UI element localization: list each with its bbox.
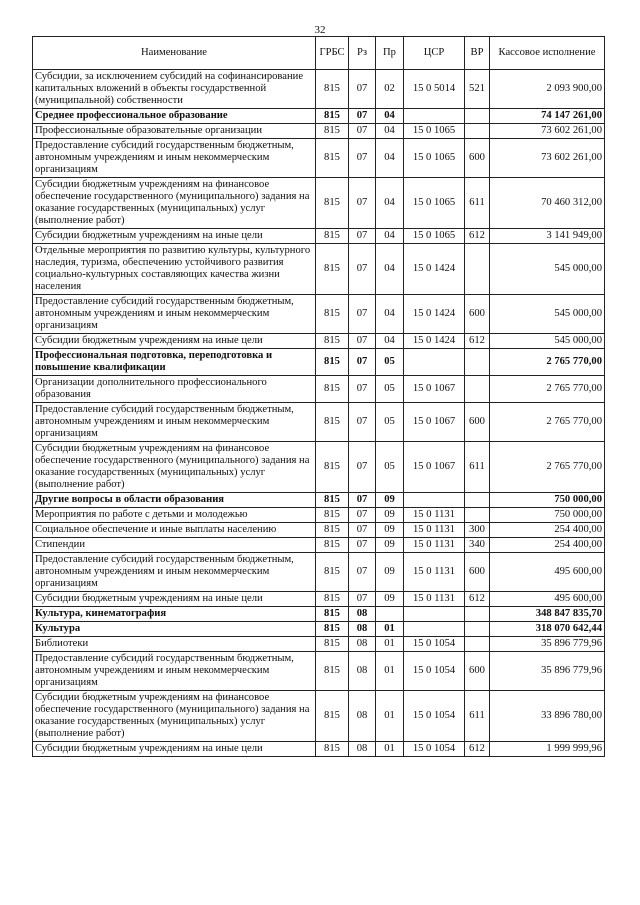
cell-pr: 04 — [376, 109, 404, 124]
cell-grbs: 815 — [316, 295, 349, 334]
cell-name: Культура — [33, 622, 316, 637]
table-row — [33, 244, 605, 295]
cell-grbs: 815 — [316, 178, 349, 229]
cell-pr: 09 — [376, 523, 404, 538]
cell-csr: 15 0 5014 — [404, 70, 465, 109]
cell-amount: 495 600,00 — [490, 592, 605, 607]
table-body — [33, 70, 605, 757]
cell-csr: 15 0 1067 — [404, 442, 465, 493]
cell-pr: 04 — [376, 229, 404, 244]
table-row — [33, 229, 605, 244]
cell-vr: 300 — [465, 523, 490, 538]
table-row — [33, 691, 605, 742]
cell-name: Предоставление субсидий государственным бюджетным, автономным учреждениям и иным некоммерческим организациям — [33, 553, 316, 592]
cell-vr: 612 — [465, 742, 490, 757]
cell-vr: 612 — [465, 229, 490, 244]
cell-name: Субсидии бюджетным учреждениям на финансовое обеспечение государственного (муниципального) задания на оказание государственных (муниципальных) услуг (выполнение работ) — [33, 442, 316, 493]
cell-grbs: 815 — [316, 442, 349, 493]
table-row — [33, 334, 605, 349]
cell-rz: 07 — [349, 553, 376, 592]
cell-pr: 01 — [376, 742, 404, 757]
cell-rz: 07 — [349, 493, 376, 508]
cell-grbs: 815 — [316, 592, 349, 607]
cell-name: Субсидии бюджетным учреждениям на иные цели — [33, 742, 316, 757]
cell-pr: 01 — [376, 652, 404, 691]
cell-pr: 04 — [376, 244, 404, 295]
cell-vr: 611 — [465, 691, 490, 742]
budget-table — [32, 36, 605, 757]
table-row — [33, 178, 605, 229]
cell-amount: 33 896 780,00 — [490, 691, 605, 742]
cell-name: Среднее профессиональное образование — [33, 109, 316, 124]
cell-csr: 15 0 1065 — [404, 124, 465, 139]
cell-name: Мероприятия по работе с детьми и молодежью — [33, 508, 316, 523]
cell-grbs: 815 — [316, 607, 349, 622]
cell-csr — [404, 493, 465, 508]
cell-csr: 15 0 1424 — [404, 334, 465, 349]
table-row — [33, 553, 605, 592]
cell-pr: 05 — [376, 442, 404, 493]
table-row — [33, 442, 605, 493]
cell-name: Субсидии бюджетным учреждениям на иные цели — [33, 229, 316, 244]
header-rz: Рз — [349, 37, 376, 70]
cell-name: Предоставление субсидий государственным бюджетным, автономным учреждениям и иным некоммерческим организациям — [33, 295, 316, 334]
table-row — [33, 124, 605, 139]
cell-amount: 254 400,00 — [490, 523, 605, 538]
cell-name: Субсидии бюджетным учреждениям на иные цели — [33, 334, 316, 349]
cell-pr: 04 — [376, 139, 404, 178]
cell-csr: 15 0 1054 — [404, 637, 465, 652]
header-csr: ЦСР — [404, 37, 465, 70]
cell-name: Отдельные мероприятия по развитию культуры, культурного наследия, туризма, обеспечению устойчивого развития социально-культурных составляющих качества жизни населения — [33, 244, 316, 295]
cell-name: Организации дополнительного профессионального образования — [33, 376, 316, 403]
cell-amount: 35 896 779,96 — [490, 652, 605, 691]
cell-amount: 495 600,00 — [490, 553, 605, 592]
cell-name: Субсидии бюджетным учреждениям на иные цели — [33, 592, 316, 607]
cell-amount: 750 000,00 — [490, 493, 605, 508]
cell-pr: 09 — [376, 553, 404, 592]
table-row — [33, 139, 605, 178]
table-row — [33, 508, 605, 523]
cell-pr: 04 — [376, 295, 404, 334]
cell-rz: 07 — [349, 508, 376, 523]
cell-amount: 3 141 949,00 — [490, 229, 605, 244]
cell-amount: 348 847 835,70 — [490, 607, 605, 622]
cell-grbs: 815 — [316, 139, 349, 178]
cell-grbs: 815 — [316, 553, 349, 592]
cell-pr: 09 — [376, 592, 404, 607]
cell-grbs: 815 — [316, 508, 349, 523]
cell-vr: 600 — [465, 139, 490, 178]
cell-rz: 07 — [349, 442, 376, 493]
cell-grbs: 815 — [316, 124, 349, 139]
header-grbs: ГРБС — [316, 37, 349, 70]
table-row — [33, 376, 605, 403]
cell-csr: 15 0 1054 — [404, 742, 465, 757]
table-row — [33, 349, 605, 376]
cell-amount: 318 070 642,44 — [490, 622, 605, 637]
cell-rz: 07 — [349, 592, 376, 607]
cell-pr — [376, 607, 404, 622]
cell-rz: 07 — [349, 538, 376, 553]
cell-rz: 07 — [349, 70, 376, 109]
cell-vr — [465, 376, 490, 403]
cell-name: Предоставление субсидий государственным бюджетным, автономным учреждениям и иным некоммерческим организациям — [33, 139, 316, 178]
cell-amount: 545 000,00 — [490, 334, 605, 349]
cell-vr — [465, 124, 490, 139]
cell-name: Библиотеки — [33, 637, 316, 652]
cell-grbs: 815 — [316, 334, 349, 349]
cell-csr: 15 0 1131 — [404, 538, 465, 553]
cell-vr: 521 — [465, 70, 490, 109]
cell-rz: 07 — [349, 139, 376, 178]
cell-amount: 2 765 770,00 — [490, 349, 605, 376]
cell-rz: 08 — [349, 652, 376, 691]
cell-grbs: 815 — [316, 538, 349, 553]
table-row — [33, 652, 605, 691]
cell-csr: 15 0 1067 — [404, 376, 465, 403]
cell-rz: 07 — [349, 376, 376, 403]
cell-csr: 15 0 1424 — [404, 295, 465, 334]
cell-rz: 07 — [349, 109, 376, 124]
cell-grbs: 815 — [316, 229, 349, 244]
cell-csr: 15 0 1065 — [404, 139, 465, 178]
cell-csr: 15 0 1067 — [404, 403, 465, 442]
cell-rz: 07 — [349, 178, 376, 229]
cell-name: Субсидии, за исключением субсидий на софинансирование капитальных вложений в объекты государственной (муниципальной) собственности — [33, 70, 316, 109]
cell-name: Предоставление субсидий государственным бюджетным, автономным учреждениям и иным некоммерческим организациям — [33, 403, 316, 442]
cell-amount: 2 765 770,00 — [490, 376, 605, 403]
cell-pr: 01 — [376, 622, 404, 637]
cell-name: Социальное обеспечение и иные выплаты населению — [33, 523, 316, 538]
cell-grbs: 815 — [316, 493, 349, 508]
cell-rz: 07 — [349, 124, 376, 139]
cell-pr: 05 — [376, 376, 404, 403]
table-row — [33, 523, 605, 538]
cell-pr: 09 — [376, 538, 404, 553]
cell-grbs: 815 — [316, 637, 349, 652]
table-row — [33, 622, 605, 637]
cell-csr — [404, 109, 465, 124]
cell-grbs: 815 — [316, 349, 349, 376]
cell-pr: 01 — [376, 691, 404, 742]
cell-amount: 74 147 261,00 — [490, 109, 605, 124]
cell-rz: 07 — [349, 295, 376, 334]
table-row — [33, 538, 605, 553]
cell-vr — [465, 349, 490, 376]
page-number: 32 — [314, 24, 326, 36]
cell-csr: 15 0 1054 — [404, 691, 465, 742]
cell-vr — [465, 508, 490, 523]
cell-grbs: 815 — [316, 403, 349, 442]
cell-amount: 70 460 312,00 — [490, 178, 605, 229]
cell-csr: 15 0 1065 — [404, 229, 465, 244]
cell-pr: 04 — [376, 334, 404, 349]
cell-pr: 04 — [376, 124, 404, 139]
cell-csr — [404, 622, 465, 637]
cell-amount: 545 000,00 — [490, 244, 605, 295]
cell-grbs: 815 — [316, 376, 349, 403]
cell-name: Культура, кинематография — [33, 607, 316, 622]
cell-amount: 2 093 900,00 — [490, 70, 605, 109]
table-header-row — [33, 37, 605, 70]
cell-csr: 15 0 1065 — [404, 178, 465, 229]
cell-grbs: 815 — [316, 70, 349, 109]
cell-pr: 09 — [376, 493, 404, 508]
cell-rz: 07 — [349, 523, 376, 538]
cell-pr: 01 — [376, 637, 404, 652]
cell-pr: 02 — [376, 70, 404, 109]
cell-rz: 07 — [349, 244, 376, 295]
cell-name: Субсидии бюджетным учреждениям на финансовое обеспечение государственного (муниципального) задания на оказание государственных (муниципальных) услуг (выполнение работ) — [33, 178, 316, 229]
cell-vr: 600 — [465, 652, 490, 691]
cell-vr: 600 — [465, 553, 490, 592]
cell-vr: 600 — [465, 295, 490, 334]
cell-vr — [465, 607, 490, 622]
cell-rz: 08 — [349, 637, 376, 652]
cell-amount: 73 602 261,00 — [490, 124, 605, 139]
table-row — [33, 109, 605, 124]
cell-amount: 254 400,00 — [490, 538, 605, 553]
table-row — [33, 607, 605, 622]
table-row — [33, 742, 605, 757]
cell-name: Другие вопросы в области образования — [33, 493, 316, 508]
cell-vr — [465, 622, 490, 637]
cell-rz: 08 — [349, 691, 376, 742]
cell-grbs: 815 — [316, 523, 349, 538]
cell-csr: 15 0 1424 — [404, 244, 465, 295]
cell-vr: 611 — [465, 178, 490, 229]
cell-pr: 05 — [376, 349, 404, 376]
cell-csr: 15 0 1131 — [404, 508, 465, 523]
table-row — [33, 70, 605, 109]
cell-grbs: 815 — [316, 691, 349, 742]
cell-amount: 545 000,00 — [490, 295, 605, 334]
cell-rz: 08 — [349, 622, 376, 637]
cell-amount: 2 765 770,00 — [490, 403, 605, 442]
cell-rz: 07 — [349, 334, 376, 349]
cell-amount: 35 896 779,96 — [490, 637, 605, 652]
cell-rz: 07 — [349, 403, 376, 442]
table-row — [33, 403, 605, 442]
cell-amount: 2 765 770,00 — [490, 442, 605, 493]
cell-pr: 04 — [376, 178, 404, 229]
table-row — [33, 295, 605, 334]
cell-grbs: 815 — [316, 109, 349, 124]
cell-rz: 07 — [349, 229, 376, 244]
cell-vr: 600 — [465, 403, 490, 442]
cell-rz: 08 — [349, 742, 376, 757]
cell-vr — [465, 109, 490, 124]
cell-csr: 15 0 1131 — [404, 553, 465, 592]
cell-grbs: 815 — [316, 652, 349, 691]
cell-name: Субсидии бюджетным учреждениям на финансовое обеспечение государственного (муниципального) задания на оказание государственных (муниципальных) услуг (выполнение работ) — [33, 691, 316, 742]
cell-name: Профессиональная подготовка, переподготовка и повышение квалификации — [33, 349, 316, 376]
cell-amount: 73 602 261,00 — [490, 139, 605, 178]
cell-amount: 750 000,00 — [490, 508, 605, 523]
cell-pr: 05 — [376, 403, 404, 442]
cell-name: Предоставление субсидий государственным бюджетным, автономным учреждениям и иным некоммерческим организациям — [33, 652, 316, 691]
header-vr: ВР — [465, 37, 490, 70]
cell-csr: 15 0 1054 — [404, 652, 465, 691]
header-name: Наименование — [33, 37, 316, 70]
cell-vr — [465, 493, 490, 508]
cell-grbs: 815 — [316, 742, 349, 757]
cell-vr: 611 — [465, 442, 490, 493]
cell-name: Профессиональные образовательные организации — [33, 124, 316, 139]
cell-csr — [404, 607, 465, 622]
cell-csr: 15 0 1131 — [404, 523, 465, 538]
cell-csr — [404, 349, 465, 376]
header-pr: Пр — [376, 37, 404, 70]
cell-vr — [465, 244, 490, 295]
cell-pr: 09 — [376, 508, 404, 523]
cell-rz: 07 — [349, 349, 376, 376]
cell-vr: 612 — [465, 592, 490, 607]
cell-csr: 15 0 1131 — [404, 592, 465, 607]
cell-name: Стипендии — [33, 538, 316, 553]
cell-vr — [465, 637, 490, 652]
cell-vr: 612 — [465, 334, 490, 349]
cell-vr: 340 — [465, 538, 490, 553]
cell-grbs: 815 — [316, 244, 349, 295]
table-row — [33, 592, 605, 607]
cell-amount: 1 999 999,96 — [490, 742, 605, 757]
table-row — [33, 493, 605, 508]
table-row — [33, 637, 605, 652]
cell-rz: 08 — [349, 607, 376, 622]
header-amount: Кассовое исполнение — [490, 37, 605, 70]
cell-grbs: 815 — [316, 622, 349, 637]
